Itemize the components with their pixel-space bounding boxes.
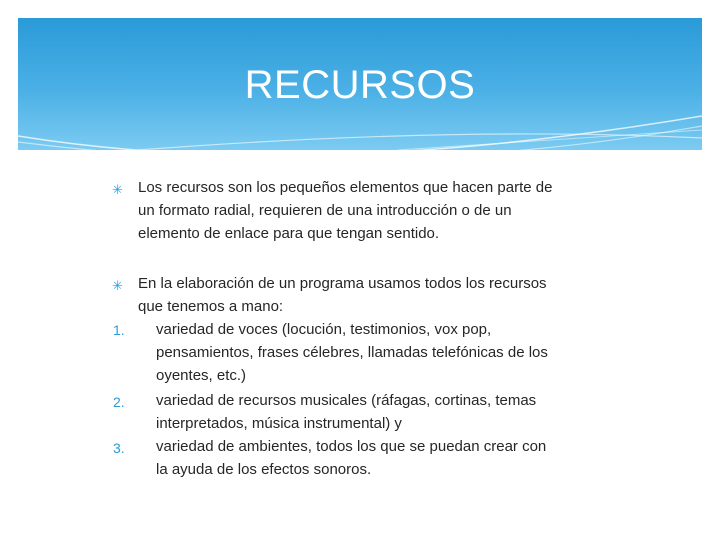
bullet-1-line-3: elemento de enlace para que tengan sentido. xyxy=(138,225,440,242)
bullet-star-icon: ✳ xyxy=(112,182,123,197)
list-number: 3. xyxy=(113,440,125,456)
numbered-1-line-1: variedad de voces (locución, testimonios, vox pop, xyxy=(156,321,492,338)
numbered-3-line-2: la ayuda de los efectos sonoros. xyxy=(156,461,372,478)
numbered-3-line-1: variedad de ambientes, todos los que se puedan crear con xyxy=(156,438,547,455)
numbered-2-line-2: interpretados, música instrumental) y xyxy=(156,415,402,432)
bullet-1-line-1: Los recursos son los pequeños elementos que hacen parte de xyxy=(138,179,553,196)
list-number: 2. xyxy=(113,394,125,410)
slide-title: RECURSOS xyxy=(244,63,476,107)
bullet-1-line-2: un formato radial, requieren de una introducción o de un xyxy=(138,202,512,219)
bullet-2-line-1: En la elaboración de un programa usamos todos los recursos xyxy=(138,275,547,292)
numbered-1-line-2: pensamientos, frases célebres, llamadas telefónicas de los xyxy=(156,344,548,361)
list-number: 1. xyxy=(113,322,125,338)
bullet-2-line-2: que tenemos a mano: xyxy=(138,298,284,315)
numbered-2-line-1: variedad de recursos musicales (ráfagas, cortinas, temas xyxy=(156,392,537,409)
bullet-star-icon: ✳ xyxy=(112,278,123,293)
numbered-1-line-3: oyentes, etc.) xyxy=(156,367,247,384)
